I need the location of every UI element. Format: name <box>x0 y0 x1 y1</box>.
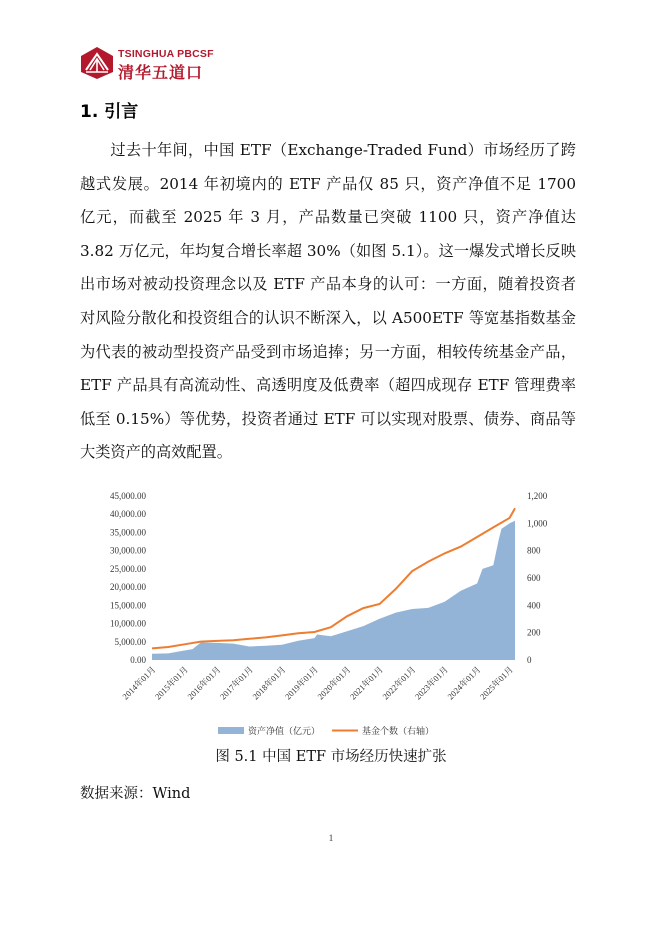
paragraph-text: 过去十年间，中国 ETF（Exchange-Traded Fund）市场经历了跨越式发展。2014 年初境内的 ETF 产品仅 85 只，资产净值不足 1700 亿元，而截至 2025 年 3 月，产品数量已突破 1100 只，资产净值达 3.82 万亿元，年均复合增长率超 30%（如图 5.1）。这一爆发式增长反映出市场对被动投资理念以及 ETF 产品本身的认可：一方面，随着投资者对风险分散化和投资组合的认识不断深入，以 A500ETF 等宽基指数基金为代表的被动型投资产品受到市场追捧；另一方面，相较传统基金产品，ETF 产品具有高流动性、高透明度及低费率（超四成现存 ETF 管理费率低至 0.15%）等优势，投资者通过 ETF 可以实现对股票、债券、商品等大类资产的高效配置。 <box>80 141 576 462</box>
intro-paragraph <box>80 134 576 470</box>
left-axis-tick: 25,000.00 <box>110 563 146 574</box>
left-axis-tick: 0.00 <box>130 655 146 665</box>
left-axis-tick: 15,000.00 <box>110 600 146 611</box>
legend-label-fund-count: 基金个数（右轴） <box>362 726 435 736</box>
right-axis-tick: 800 <box>527 545 541 556</box>
right-axis-tick: 0 <box>527 655 532 665</box>
x-axis-tick: 2016年01月 <box>185 664 223 702</box>
figure-caption: 图 5.1 中国 ETF 市场经历快速扩张 <box>215 749 447 765</box>
institution-logo <box>80 46 240 82</box>
x-axis-tick: 2023年01月 <box>412 664 450 702</box>
left-axis-tick: 45,000.00 <box>110 491 146 501</box>
page-number: 1 <box>328 833 334 843</box>
right-axis-tick: 1,200 <box>527 491 548 501</box>
logo-english-name: TSINGHUA PBCSF <box>118 48 214 60</box>
legend-area-swatch <box>218 727 244 734</box>
left-axis-tick: 40,000.00 <box>110 509 146 520</box>
x-axis-tick: 2014年01月 <box>120 664 158 702</box>
right-axis-tick: 600 <box>527 573 541 583</box>
x-axis-tick: 2024年01月 <box>445 664 483 702</box>
right-axis-tick: 400 <box>527 600 541 611</box>
left-axis-tick: 20,000.00 <box>110 582 146 593</box>
logo-chinese-name: 清华五道口 <box>118 63 204 82</box>
left-axis-tick: 35,000.00 <box>110 527 146 538</box>
x-axis-tick: 2020年01月 <box>315 664 353 702</box>
right-axis-tick: 1,000 <box>527 518 548 529</box>
x-axis-tick: 2015年01月 <box>152 664 190 702</box>
legend-label-net-asset: 资产净值（亿元） <box>248 726 321 736</box>
x-axis-tick: 2022年01月 <box>380 664 418 702</box>
x-axis-tick: 2025年01月 <box>477 664 515 702</box>
x-axis-tick: 2017年01月 <box>217 664 255 702</box>
section-heading: 1. 引言 <box>80 102 139 122</box>
etf-growth-chart <box>90 480 570 740</box>
x-axis-tick: 2021年01月 <box>347 664 385 702</box>
data-source: 数据来源：Wind <box>80 786 191 802</box>
left-axis-tick: 30,000.00 <box>110 545 146 556</box>
pbcsf-emblem-icon <box>80 46 114 80</box>
x-axis-tick: 2019年01月 <box>282 664 320 702</box>
left-axis-tick: 5,000.00 <box>114 636 146 647</box>
x-axis-tick: 2018年01月 <box>250 664 288 702</box>
net-asset-area <box>152 521 515 660</box>
right-axis-tick: 200 <box>527 627 541 638</box>
left-axis-tick: 10,000.00 <box>110 618 146 629</box>
